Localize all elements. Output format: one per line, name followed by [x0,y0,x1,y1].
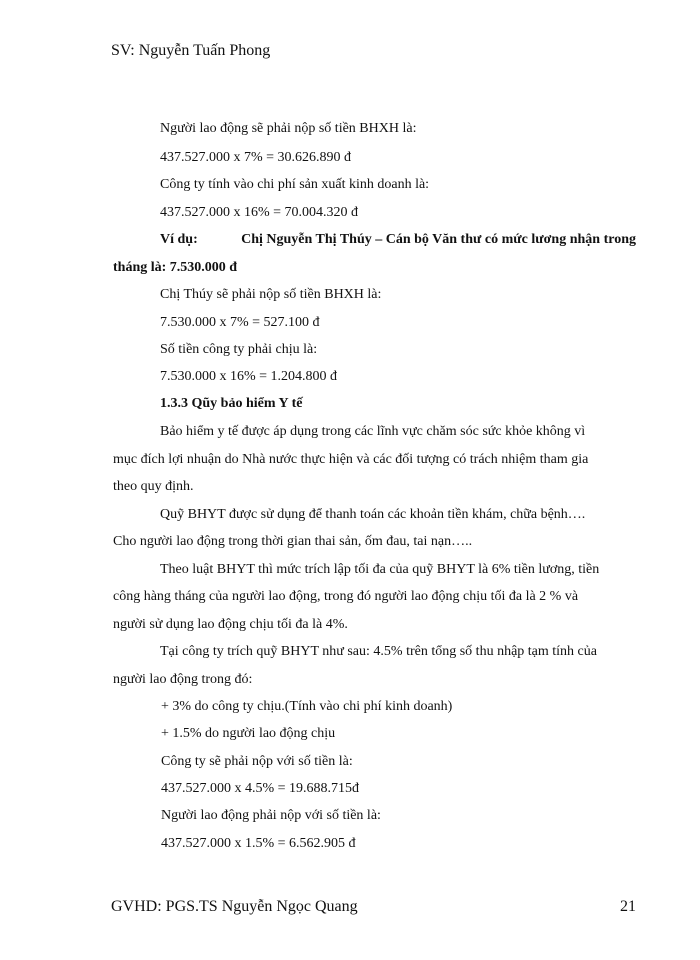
paragraph-line: Bảo hiểm y tế được áp dụng trong các lĩnh vực chăm sóc sức khỏe không vì [160,424,586,439]
text-line: Chị Thúy sẽ phải nộp số tiền BHXH là: [160,287,382,302]
section-heading: 1.3.3 Qũy bảo hiểm Y tế [160,396,303,411]
example-line [160,232,636,248]
paragraph-line: theo quy định. [113,479,194,494]
text-line: 437.527.000 x 7% = 30.626.890 đ [160,150,352,165]
text-line: Công ty sẽ phải nộp với số tiền là: [161,754,353,769]
paragraph-line: mục đích lợi nhuận do Nhà nước thực hiện và các đối tượng có trách nhiệm tham gia [113,452,589,467]
paragraph-line: người lao động trong đó: [113,672,253,687]
example-label: Ví dụ: [160,232,198,247]
text-line: Người lao động phải nộp với số tiền là: [161,808,381,823]
paragraph-line: Quỹ BHYT được sử dụng để thanh toán các khoản tiền khám, chữa bệnh…. [160,507,586,522]
text-line: 7.530.000 x 16% = 1.204.800 đ [160,369,338,384]
paragraph-line: người sử dụng lao động chịu tối đa là 4%. [113,617,348,632]
list-item: + 3% do công ty chịu.(Tính vào chi phí kinh doanh) [161,699,453,714]
example-salary: tháng là: 7.530.000 đ [113,260,238,275]
text-line: Công ty tính vào chi phí sản xuất kinh doanh là: [160,177,430,192]
paragraph-line: Theo luật BHYT thì mức trích lập tối đa của quỹ BHYT là 6% tiền lương, tiền [160,562,600,577]
page-footer-advisor: GVHD: PGS.TS Nguyễn Ngọc Quang [111,898,358,915]
paragraph-line: công hàng tháng của người lao động, trong đó người lao động chịu tối đa là 2 % và [113,589,579,604]
text-line: 437.527.000 x 1.5% = 6.562.905 đ [161,836,356,851]
text-line: Số tiền công ty phải chịu là: [160,342,318,357]
example-text: Chị Nguyễn Thị Thúy – Cán bộ Văn thư có mức lương nhận trong [241,232,636,247]
paragraph-line: Tại công ty trích quỹ BHYT như sau: 4.5% trên tổng số thu nhập tạm tính của [160,644,597,659]
text-line: 7.530.000 x 7% = 527.100 đ [160,315,320,330]
text-line: 437.527.000 x 4.5% = 19.688.715đ [161,781,360,796]
list-item: + 1.5% do người lao động chịu [161,726,336,741]
page-header-student: SV: Nguyễn Tuấn Phong [111,42,271,59]
page-number: 21 [620,898,636,915]
paragraph-line: Cho người lao động trong thời gian thai sản, ốm đau, tai nạn….. [113,534,473,549]
text-line: Người lao động sẽ phải nộp số tiền BHXH là: [160,121,417,136]
text-line: 437.527.000 x 16% = 70.004.320 đ [160,205,359,220]
